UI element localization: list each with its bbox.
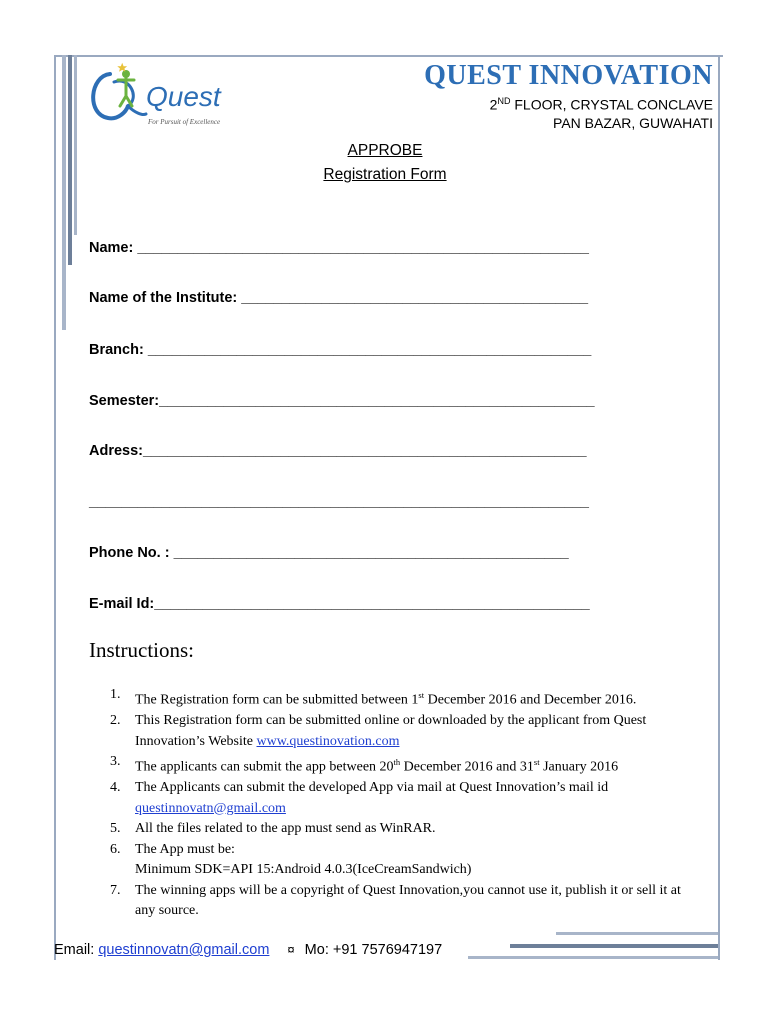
footer-contact: Email: questinnovatn@gmail.com ¤ Mo: +91 7576947197 [54, 942, 443, 958]
field-branch[interactable]: Branch: _______________________________________________________ [89, 342, 592, 358]
separator-symbol: ¤ [287, 942, 295, 957]
page-border-right [718, 55, 720, 960]
field-semester[interactable]: Semester:______________________________________________________ [89, 393, 595, 409]
list-item: 2. This Registration form can be submitted online or downloaded by the applicant from Quest Innovation’s Website www.questinovation.com [110, 713, 647, 749]
footer-email-link[interactable]: questinnovatn@gmail.com [98, 942, 270, 958]
website-link[interactable]: www.questinovation.com [256, 733, 400, 749]
address-line-1: 2ND FLOOR, CRYSTAL CONCLAVE [489, 96, 713, 113]
list-item: 5. All the files related to the app must send as WinRAR. [110, 821, 436, 837]
quest-logo [88, 62, 238, 132]
field-address-line-2[interactable]: ______________________________________________________________ [89, 494, 589, 510]
form-title: APPROBE [347, 142, 423, 159]
logo-tagline: For Pursuit of Excellence [148, 118, 221, 126]
decorative-bar [556, 932, 718, 935]
company-name: QUEST INNOVATION [424, 60, 713, 91]
list-item: 4. The Applicants can submit the developed App via mail at Quest Innovation’s mail id questinnovatn@gmail.com [110, 780, 609, 816]
page-border-top [55, 55, 723, 57]
list-item: 3. The applicants can submit the app between 20th December 2016 and 31st January 2016 [110, 754, 619, 775]
decorative-bar [468, 956, 718, 959]
field-name[interactable]: Name: ________________________________________________________ [89, 240, 589, 256]
address-line-2: PAN BAZAR, GUWAHATI [553, 115, 713, 131]
list-item: 6. The App must be: Minimum SDK=API 15:Android 4.0.3(IceCreamSandwich) [110, 841, 472, 878]
field-institute[interactable]: Name of the Institute: ___________________________________________ [89, 290, 589, 306]
form-subtitle: Registration Form [323, 166, 447, 183]
instructions-list [110, 685, 700, 922]
field-phone[interactable]: Phone No. : _________________________________________________ [89, 545, 569, 561]
footer-phone: Mo: +91 7576947197 [300, 942, 443, 958]
logo-wordmark: Quest [146, 81, 221, 112]
list-item: 7. The winning apps will be a copyright of Quest Innovation,you cannot use it, publish it or sell it at any source. [110, 882, 681, 919]
decorative-bar [510, 944, 718, 948]
decorative-bar [62, 55, 66, 330]
field-address[interactable]: Adress:_______________________________________________________ [89, 443, 587, 459]
list-item: 1. The Registration form can be submitted between 1st December 2016 and December 2016. [110, 687, 637, 708]
page-border-left [54, 55, 56, 960]
instructions-heading: Instructions: [89, 638, 194, 662]
email-link[interactable]: questinnovatn@gmail.com [135, 800, 286, 816]
decorative-bar [68, 55, 72, 265]
field-email[interactable]: E-mail Id:______________________________________________________ [89, 596, 590, 612]
